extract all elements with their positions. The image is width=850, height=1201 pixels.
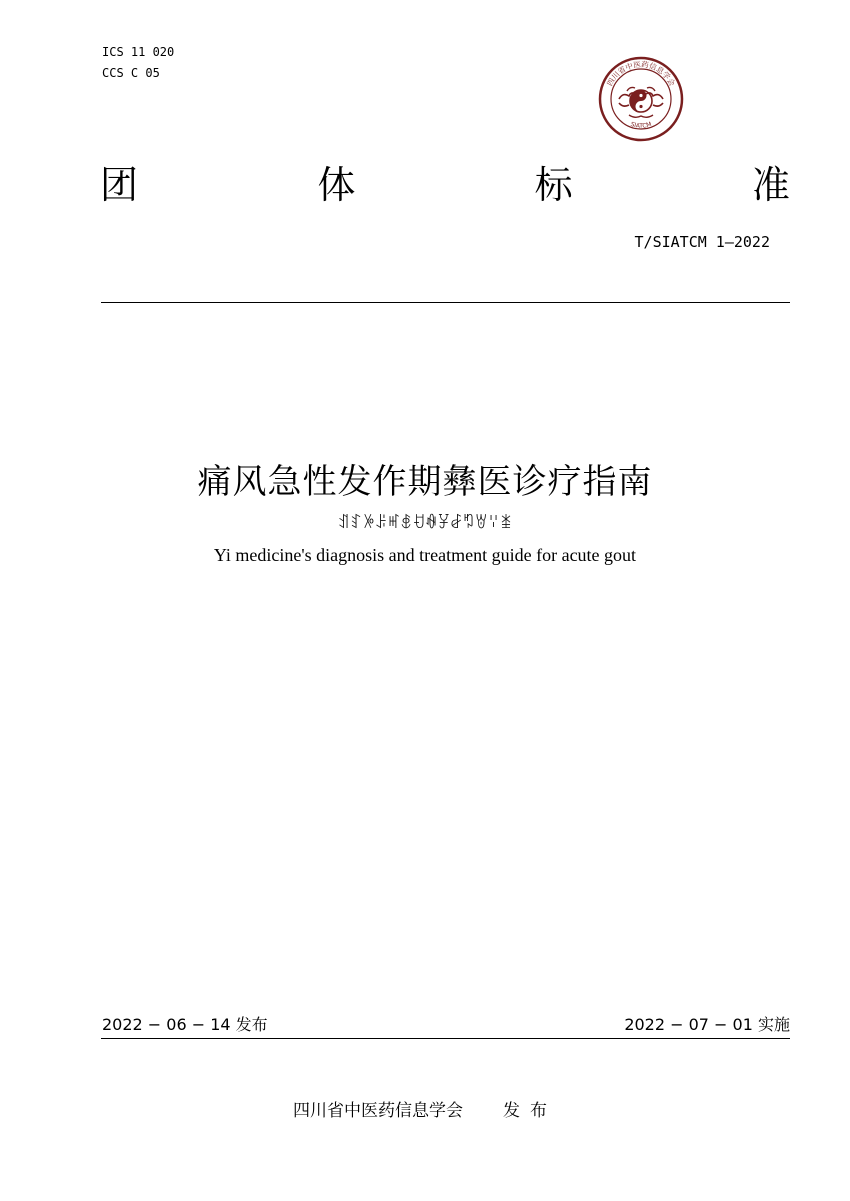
standard-type-char: 准 xyxy=(751,163,790,207)
seal-icon xyxy=(597,55,685,143)
top-divider xyxy=(101,302,790,303)
standard-type-char: 体 xyxy=(317,163,356,207)
classification-codes xyxy=(102,42,174,84)
implement-date: 2022 − 07 − 01 实施 xyxy=(624,1015,790,1034)
ics-code: ICS 11 020 xyxy=(102,45,175,59)
issuer-action: 发布 xyxy=(503,1101,557,1121)
standard-type-heading xyxy=(100,160,790,210)
standard-type-char: 标 xyxy=(534,163,573,207)
standard-number: T/SIATCM 1—2022 xyxy=(634,233,770,251)
publish-date: 2022 − 06 − 14 发布 xyxy=(102,1015,268,1034)
document-title-yi: ꀊꆏꉼꌠꎭꇅꀀꊿꐯꆀꑳꇐꈌꁧ xyxy=(337,513,513,532)
seal-ring-text: 四川省中医药信息学会 xyxy=(605,59,677,88)
ccs-code: CCS C 05 xyxy=(102,66,160,80)
svg-text:SIATCM xyxy=(630,121,653,130)
document-title-chinese: 痛风急性发作期彝医诊疗指南 xyxy=(197,462,653,502)
svg-text:四川省中医药信息学会 xyxy=(605,59,678,88)
seal-abbr-text: SIATCM xyxy=(629,120,653,130)
siatcm-seal-logo xyxy=(597,55,685,143)
issuer-line xyxy=(0,1099,850,1123)
standard-type-char: 团 xyxy=(100,163,139,207)
bottom-divider xyxy=(101,1038,790,1039)
document-title-english: Yi medicine's diagnosis and treatment guide for acute gout xyxy=(213,545,637,565)
issuer-name: 四川省中医药信息学会 xyxy=(293,1101,463,1121)
